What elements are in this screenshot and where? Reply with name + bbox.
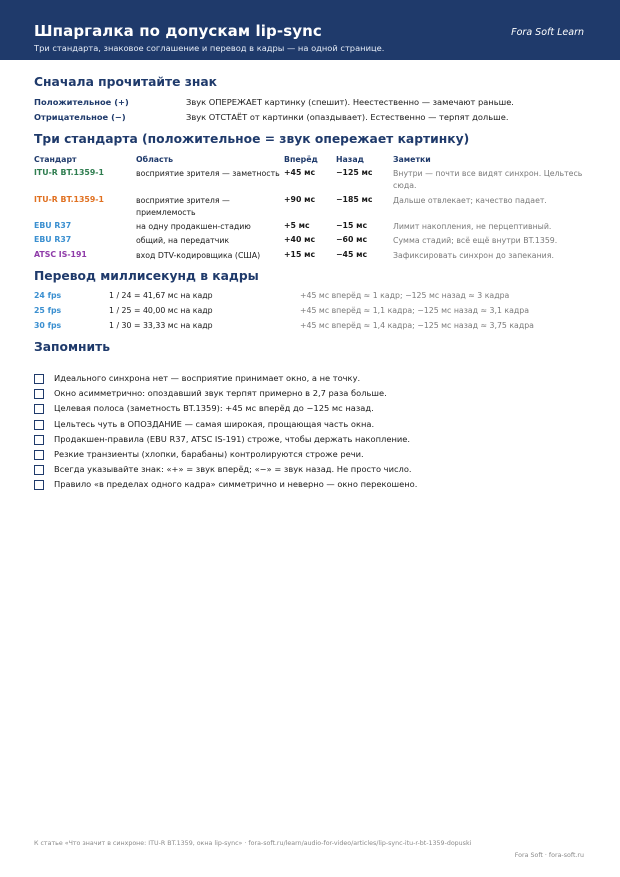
checklist-item bbox=[34, 479, 594, 491]
standard-forward: +15 мс bbox=[284, 250, 316, 259]
checkbox[interactable] bbox=[34, 404, 44, 414]
sign-label: Отрицательное (−) bbox=[34, 112, 126, 122]
standard-back: −60 мс bbox=[336, 235, 368, 244]
checklist-text: Всегда указывайте знак: «+» = звук вперёд; «−» = звук назад. Не просто число. bbox=[54, 464, 412, 475]
checklist-text: Идеального синхрона нет — восприятие принимает окно, а не точку. bbox=[54, 373, 361, 383]
checklist-item bbox=[34, 464, 594, 476]
frames-section-heading: Перевод миллисекунд в кадры bbox=[34, 269, 259, 283]
checkbox[interactable] bbox=[34, 420, 44, 430]
fps-conversion: +45 мс вперёд ≈ 1 кадр; −125 мс назад ≈ 3 кадра bbox=[300, 291, 510, 300]
fps-value: 25 fps bbox=[34, 306, 62, 315]
sign-description: Звук ОТСТАЁТ от картинки (опаздывает). Естественно — терпят дольше. bbox=[186, 112, 509, 122]
brand-label: Fora Soft Learn bbox=[511, 27, 584, 38]
standard-area: на одну продакшен-стадию bbox=[136, 222, 251, 231]
standards-section-heading: Три стандарта (положительное = звук опережает картинку) bbox=[34, 132, 470, 146]
checkbox[interactable] bbox=[34, 435, 44, 445]
standard-notes: Внутри — почти все видят синхрон. Цельтесь сюда. bbox=[393, 169, 583, 190]
checkbox[interactable] bbox=[34, 374, 44, 384]
checklist-item bbox=[34, 449, 594, 461]
standard-name: ATSC IS-191 bbox=[34, 250, 87, 259]
remember-section-heading: Запомнить bbox=[34, 340, 111, 354]
standard-name: ITU-R BT.1359-1 bbox=[34, 168, 104, 177]
checkbox[interactable] bbox=[34, 465, 44, 475]
column-header-notes: Заметки bbox=[393, 155, 431, 164]
standard-name: EBU R37 bbox=[34, 235, 72, 244]
standard-notes: Дальше отвлекает; качество падает. bbox=[393, 196, 547, 205]
standard-back: −15 мс bbox=[336, 221, 368, 230]
checkbox[interactable] bbox=[34, 450, 44, 460]
column-header-forward: Вперёд bbox=[284, 155, 318, 164]
standard-notes: Сумма стадий; всё ещё внутри BT.1359. bbox=[393, 236, 558, 245]
sign-section-heading: Сначала прочитайте знак bbox=[34, 75, 218, 89]
sign-description: Звук ОПЕРЕЖАЕТ картинку (спешит). Неестественно — замечают раньше. bbox=[186, 97, 514, 107]
standard-area: восприятие зрителя — заметность bbox=[136, 169, 280, 178]
page-subtitle: Три стандарта, знаковое соглашение и перевод в кадры — на одной странице. bbox=[34, 43, 385, 53]
sign-row-positive bbox=[34, 97, 594, 109]
fps-value: 30 fps bbox=[34, 321, 62, 330]
checklist-item bbox=[34, 388, 594, 400]
checklist-item bbox=[34, 373, 594, 385]
standard-forward: +5 мс bbox=[284, 221, 310, 230]
standard-area: общий, на передатчик bbox=[136, 236, 230, 245]
footer-article-link[interactable]: К статье «Что значит в синхроне: ITU-R BT.1359, окна lip-sync» · fora-soft.ru/learn/audio-for-video/articles/lip-sync-itu-r-bt-1359-dopuski bbox=[34, 840, 472, 847]
standard-area: вход DTV-кодировщика (США) bbox=[136, 251, 261, 260]
standard-notes: Лимит накопления, не перцептивный. bbox=[393, 222, 552, 231]
standard-forward: +40 мс bbox=[284, 235, 316, 244]
standard-name: EBU R37 bbox=[34, 221, 72, 230]
checkbox[interactable] bbox=[34, 389, 44, 399]
standard-notes: Зафиксировать синхрон до запекания. bbox=[393, 251, 554, 260]
standard-forward: +45 мс bbox=[284, 168, 316, 177]
column-header-standard: Стандарт bbox=[34, 155, 77, 164]
fps-formula: 1 / 24 = 41,67 мс на кадр bbox=[109, 291, 213, 300]
checklist-text: Цельтесь чуть в ОПОЗДАНИЕ — самая широкая, прощающая часть окна. bbox=[54, 418, 375, 429]
checklist-item bbox=[34, 419, 594, 431]
sign-label: Положительное (+) bbox=[34, 97, 129, 107]
page-title: Шпаргалка по допускам lip-sync bbox=[34, 22, 322, 40]
checklist-item bbox=[34, 434, 594, 446]
standard-back: −45 мс bbox=[336, 250, 368, 259]
standard-forward: +90 мс bbox=[284, 195, 316, 204]
standard-back: −185 мс bbox=[336, 195, 373, 204]
checklist-text: Окно асимметрично: опоздавший звук терпят примерно в 2,7 раза больше. bbox=[54, 388, 387, 399]
checklist-text: Резкие транзиенты (хлопки, барабаны) контролируются строже речи. bbox=[54, 449, 364, 459]
standard-area: восприятие зрителя — приемлемость bbox=[136, 196, 230, 217]
fps-conversion: +45 мс вперёд ≈ 1,4 кадра; −125 мс назад ≈ 3,75 кадра bbox=[300, 321, 534, 330]
checklist-text: Правило «в пределах одного кадра» симметрично и неверно — окно перекошено. bbox=[54, 479, 418, 490]
fps-formula: 1 / 30 = 33,33 мс на кадр bbox=[109, 321, 213, 330]
checkbox[interactable] bbox=[34, 480, 44, 490]
sign-row-negative bbox=[34, 112, 594, 124]
checklist-text: Продакшен-правила (EBU R37, ATSC IS-191) строже, чтобы держать накопление. bbox=[54, 433, 411, 444]
fps-conversion: +45 мс вперёд ≈ 1,1 кадра; −125 мс назад ≈ 3,1 кадра bbox=[300, 306, 529, 315]
header-banner bbox=[0, 0, 620, 60]
checklist-item bbox=[34, 403, 594, 415]
fps-formula: 1 / 25 = 40,00 мс на кадр bbox=[109, 306, 213, 315]
fps-value: 24 fps bbox=[34, 291, 62, 300]
standard-back: −125 мс bbox=[336, 168, 373, 177]
footer-brand: Fora Soft · fora-soft.ru bbox=[514, 852, 584, 859]
column-header-back: Назад bbox=[336, 155, 364, 164]
standard-name: ITU-R BT.1359-1 bbox=[34, 195, 104, 204]
column-header-area: Область bbox=[136, 155, 174, 164]
checklist-text: Целевая полоса (заметность BT.1359): +45 мс вперёд до −125 мс назад. bbox=[54, 403, 374, 414]
